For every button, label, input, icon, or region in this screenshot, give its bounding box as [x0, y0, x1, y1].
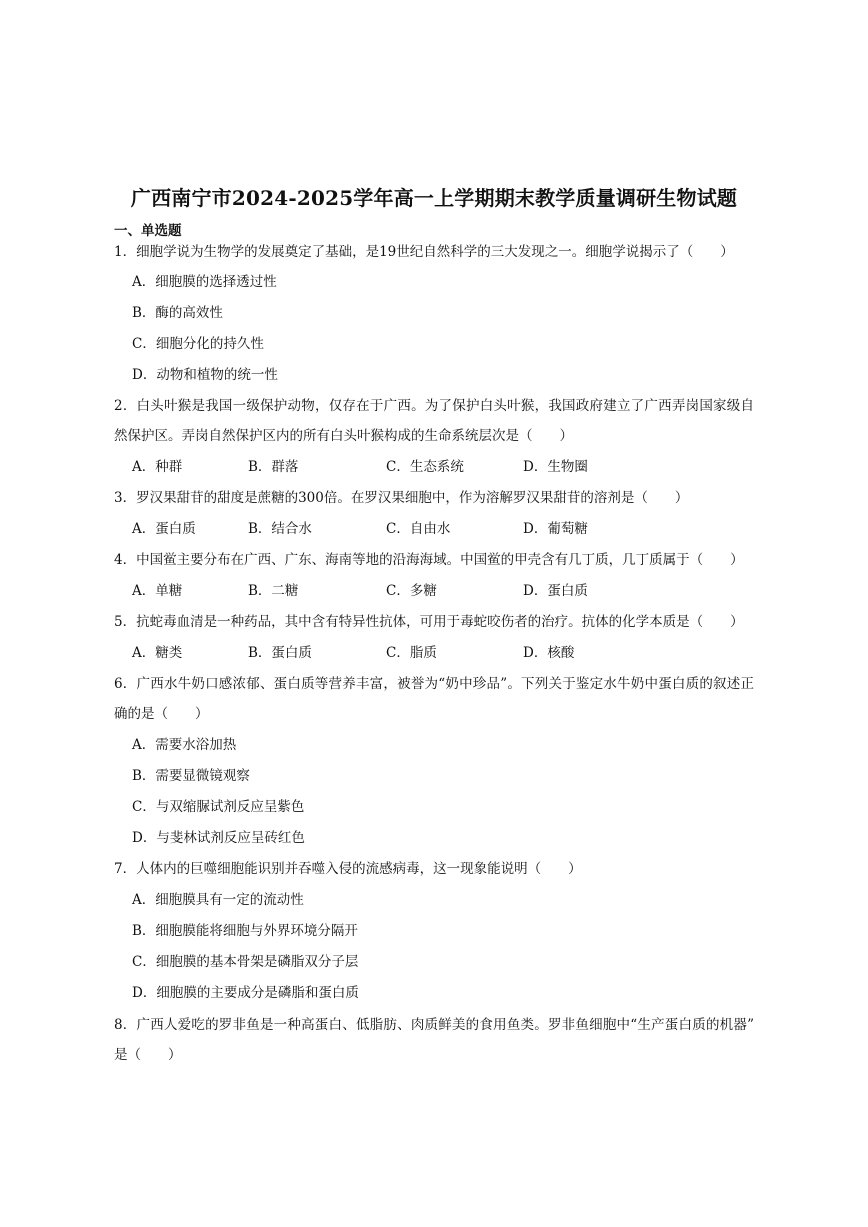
- question-3-option-b: B．结合水: [248, 521, 312, 537]
- section-heading: 一、单选题: [114, 223, 182, 239]
- question-2-option-a: A．种群: [132, 459, 183, 475]
- question-1-option-a: A．细胞膜的选择透过性: [132, 274, 277, 290]
- question-3-option-c: C．自由水: [386, 521, 451, 537]
- question-5-option-b: B．蛋白质: [248, 645, 312, 661]
- question-7-option-d: D．细胞膜的主要成分是磷脂和蛋白质: [132, 985, 359, 1001]
- question-4-option-c: C．多糖: [386, 583, 437, 599]
- exam-title: 广西南宁市2024-2025学年高一上学期期末教学质量调研生物试题: [130, 186, 738, 210]
- question-3-option-a: A．蛋白质: [132, 521, 196, 537]
- question-5-option-a: A．糖类: [132, 645, 183, 661]
- question-2-option-c: C．生态系统: [386, 459, 464, 475]
- question-7-option-c: C．细胞膜的基本骨架是磷脂双分子层: [132, 954, 359, 970]
- question-5-option-c: C．脂质: [386, 645, 437, 661]
- question-6-option-c: C．与双缩脲试剂反应呈紫色: [132, 799, 305, 815]
- question-3-option-d: D．葡萄糖: [523, 521, 588, 537]
- question-7-option-b: B．细胞膜能将细胞与外界环境分隔开: [132, 923, 358, 939]
- question-1-stem: 1．细胞学说为生物学的发展奠定了基础，是19世纪自然科学的三大发现之一。细胞学说揭示了（ ）: [114, 244, 734, 260]
- question-4-option-d: D．蛋白质: [523, 583, 588, 599]
- question-8-stem-line-1: 8．广西人爱吃的罗非鱼是一种高蛋白、低脂肪、肉质鲜美的食用鱼类。罗非鱼细胞中“生产蛋白质的机器”: [114, 1017, 754, 1033]
- question-1-option-d: D．动物和植物的统一性: [132, 367, 278, 383]
- question-1-option-c: C．细胞分化的持久性: [132, 336, 264, 352]
- question-4-option-b: B．二糖: [248, 583, 299, 599]
- question-7-option-a: A．细胞膜具有一定的流动性: [132, 892, 304, 908]
- question-6-option-d: D．与斐林试剂反应呈砖红色: [132, 830, 305, 846]
- question-4-stem: 4．中国鲎主要分布在广西、广东、海南等地的沿海海域。中国鲎的甲壳含有几丁质，几丁质属于（ ）: [114, 552, 744, 568]
- question-3-stem: 3．罗汉果甜苷的甜度是蔗糖的300倍。在罗汉果细胞中，作为溶解罗汉果甜苷的溶剂是（ ）: [114, 490, 689, 506]
- question-6-stem-line-2: 确的是（ ）: [114, 706, 209, 722]
- question-2-stem-line-2: 然保护区。弄岗自然保护区内的所有白头叶猴构成的生命系统层次是（ ）: [114, 428, 573, 444]
- question-6-stem-line-1: 6．广西水牛奶口感浓郁、蛋白质等营养丰富，被誉为“奶中珍品”。下列关于鉴定水牛奶中蛋白质的叙述正: [114, 676, 754, 692]
- question-8-stem-line-2: 是（ ）: [114, 1047, 182, 1063]
- question-1-option-b: B．酶的高效性: [132, 305, 223, 321]
- question-6-option-b: B．需要显微镜观察: [132, 768, 250, 784]
- question-7-stem: 7．人体内的巨噬细胞能识别并吞噬入侵的流感病毒，这一现象能说明（ ）: [114, 861, 582, 877]
- question-2-option-d: D．生物圈: [523, 459, 588, 475]
- question-4-option-a: A．单糖: [132, 583, 183, 599]
- question-5-option-d: D．核酸: [523, 645, 575, 661]
- question-6-option-a: A．需要水浴加热: [132, 737, 237, 753]
- question-2-stem-line-1: 2．白头叶猴是我国一级保护动物，仅存在于广西。为了保护白头叶猴，我国政府建立了广西弄岗国家级自: [114, 398, 754, 414]
- question-5-stem: 5．抗蛇毒血清是一种药品，其中含有特异性抗体，可用于毒蛇咬伤者的治疗。抗体的化学本质是（ ）: [114, 614, 744, 630]
- question-2-option-b: B．群落: [248, 459, 299, 475]
